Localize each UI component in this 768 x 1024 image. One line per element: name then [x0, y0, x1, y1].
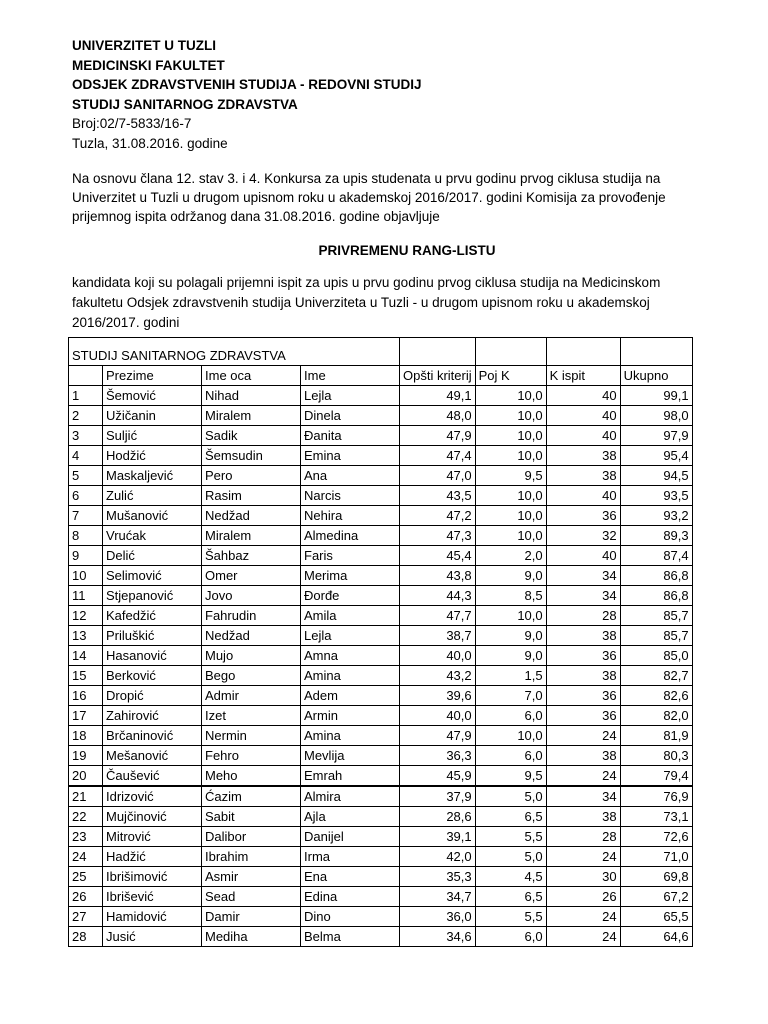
- document-date: Tuzla, 31.08.2016. godine: [72, 135, 228, 151]
- cell-prezime: Mitrović: [103, 827, 202, 847]
- ranking-table: [68, 337, 693, 947]
- table-row: [69, 586, 693, 606]
- cell-prezime: Čaušević: [103, 766, 202, 787]
- cell-rank: 16: [69, 686, 103, 706]
- table-caption: STUDIJ SANITARNOG ZDRAVSTVA: [69, 338, 400, 366]
- cell-opsti-kriterij: 42,0: [400, 847, 476, 867]
- cell-ukupno: 93,5: [620, 486, 692, 506]
- cell-rank: 7: [69, 506, 103, 526]
- cell-ukupno: 93,2: [620, 506, 692, 526]
- table-row: [69, 546, 693, 566]
- cell-ime: Armin: [301, 706, 400, 726]
- cell-ukupno: 72,6: [620, 827, 692, 847]
- cell-prezime: Hadžić: [103, 847, 202, 867]
- cell-prezime: Hodžić: [103, 446, 202, 466]
- cell-poj-k: 6,5: [475, 887, 546, 907]
- cell-ime-oca: Nedžad: [202, 626, 301, 646]
- cell-opsti-kriterij: 43,8: [400, 566, 476, 586]
- cell-poj-k: 6,0: [475, 706, 546, 726]
- cell-poj-k: 10,0: [475, 606, 546, 626]
- cell-poj-k: 5,5: [475, 907, 546, 927]
- cell-k-ispit: 26: [546, 887, 620, 907]
- cell-ime: Emina: [301, 446, 400, 466]
- cell-k-ispit: 34: [546, 566, 620, 586]
- cell-ime: Mevlija: [301, 746, 400, 766]
- cell-opsti-kriterij: 37,9: [400, 786, 476, 807]
- cell-rank: 15: [69, 666, 103, 686]
- col-header-k-ispit: K ispit: [546, 366, 620, 386]
- cell-prezime: Zulić: [103, 486, 202, 506]
- cell-ime-oca: Ćazim: [202, 786, 301, 807]
- cell-k-ispit: 32: [546, 526, 620, 546]
- cell-ime: Irma: [301, 847, 400, 867]
- cell-ime-oca: Omer: [202, 566, 301, 586]
- table-row: [69, 486, 693, 506]
- cell-poj-k: 9,0: [475, 626, 546, 646]
- cell-ukupno: 95,4: [620, 446, 692, 466]
- cell-ime: Dinela: [301, 406, 400, 426]
- cell-poj-k: 2,0: [475, 546, 546, 566]
- cell-poj-k: 5,5: [475, 827, 546, 847]
- cell-ime-oca: Fehro: [202, 746, 301, 766]
- table-row: [69, 887, 693, 907]
- cell-poj-k: 10,0: [475, 526, 546, 546]
- cell-opsti-kriterij: 45,9: [400, 766, 476, 787]
- table-row: [69, 927, 693, 947]
- intro-paragraph: Na osnovu člana 12. stav 3. i 4. Konkursa za upis studenata u prvu godinu prvog ciklusa studija na Univerzitet u Tuzli u drugom upisnom roku u akademskoj 2016/2017. godini Komisija za provođenje prijemnog ispita održanog dana 31.08.2016. godine objavljuje: [72, 171, 666, 224]
- cell-prezime: Selimović: [103, 566, 202, 586]
- study-program-name: STUDIJ SANITARNOG ZDRAVSTVA: [72, 96, 298, 112]
- cell-ime: Amna: [301, 646, 400, 666]
- cell-ime: Dino: [301, 907, 400, 927]
- cell-poj-k: 1,5: [475, 666, 546, 686]
- cell-k-ispit: 38: [546, 807, 620, 827]
- cell-prezime: Mušanović: [103, 506, 202, 526]
- cell-opsti-kriterij: 35,3: [400, 867, 476, 887]
- cell-ime-oca: Miralem: [202, 406, 301, 426]
- cell-ukupno: 99,1: [620, 386, 692, 406]
- cell-ime-oca: Šahbaz: [202, 546, 301, 566]
- cell-ime-oca: Damir: [202, 907, 301, 927]
- table-row: [69, 907, 693, 927]
- cell-rank: 20: [69, 766, 103, 787]
- cell-prezime: Delić: [103, 546, 202, 566]
- cell-prezime: Mešanović: [103, 746, 202, 766]
- cell-poj-k: 9,5: [475, 766, 546, 787]
- cell-ime: Ana: [301, 466, 400, 486]
- cell-k-ispit: 36: [546, 686, 620, 706]
- cell-ime: Ena: [301, 867, 400, 887]
- cell-ime: Faris: [301, 546, 400, 566]
- cell-poj-k: 10,0: [475, 426, 546, 446]
- cell-ime-oca: Meho: [202, 766, 301, 787]
- cell-ukupno: 71,0: [620, 847, 692, 867]
- cell-ukupno: 87,4: [620, 546, 692, 566]
- cell-k-ispit: 24: [546, 847, 620, 867]
- cell-ime: Edina: [301, 887, 400, 907]
- cell-poj-k: 6,5: [475, 807, 546, 827]
- cell-ukupno: 82,7: [620, 666, 692, 686]
- cell-ime: Lejla: [301, 386, 400, 406]
- cell-rank: 5: [69, 466, 103, 486]
- cell-prezime: Brčaninović: [103, 726, 202, 746]
- cell-ukupno: 64,6: [620, 927, 692, 947]
- cell-prezime: Kafedžić: [103, 606, 202, 626]
- cell-poj-k: 10,0: [475, 726, 546, 746]
- table-row: [69, 686, 693, 706]
- cell-opsti-kriterij: 43,5: [400, 486, 476, 506]
- table-row: [69, 867, 693, 887]
- table-row: [69, 466, 693, 486]
- cell-ukupno: 69,8: [620, 867, 692, 887]
- cell-rank: 13: [69, 626, 103, 646]
- cell-rank: 9: [69, 546, 103, 566]
- cell-rank: 1: [69, 386, 103, 406]
- cell-ime-oca: Dalibor: [202, 827, 301, 847]
- cell-k-ispit: 24: [546, 726, 620, 746]
- cell-rank: 4: [69, 446, 103, 466]
- cell-poj-k: 10,0: [475, 406, 546, 426]
- cell-ime: Merima: [301, 566, 400, 586]
- cell-ime-oca: Nedžad: [202, 506, 301, 526]
- cell-ukupno: 67,2: [620, 887, 692, 907]
- cell-ukupno: 80,3: [620, 746, 692, 766]
- cell-rank: 23: [69, 827, 103, 847]
- cell-ime: Đorđe: [301, 586, 400, 606]
- cell-k-ispit: 30: [546, 867, 620, 887]
- cell-ukupno: 79,4: [620, 766, 692, 787]
- table-row: [69, 807, 693, 827]
- cell-ukupno: 89,3: [620, 526, 692, 546]
- cell-poj-k: 5,0: [475, 847, 546, 867]
- cell-prezime: Užičanin: [103, 406, 202, 426]
- cell-k-ispit: 40: [546, 426, 620, 446]
- cell-prezime: Hasanović: [103, 646, 202, 666]
- cell-rank: 28: [69, 927, 103, 947]
- cell-opsti-kriterij: 34,7: [400, 887, 476, 907]
- cell-rank: 26: [69, 887, 103, 907]
- cell-prezime: Dropić: [103, 686, 202, 706]
- cell-rank: 19: [69, 746, 103, 766]
- cell-ime-oca: Jovo: [202, 586, 301, 606]
- cell-ime: Danijel: [301, 827, 400, 847]
- document-page: [72, 36, 692, 333]
- cell-poj-k: 10,0: [475, 446, 546, 466]
- cell-poj-k: 6,0: [475, 746, 546, 766]
- table-row: [69, 526, 693, 546]
- cell-prezime: Stjepanović: [103, 586, 202, 606]
- cell-ime: Amina: [301, 666, 400, 686]
- cell-rank: 14: [69, 646, 103, 666]
- table-header-row: [69, 366, 693, 386]
- cell-ime: Amila: [301, 606, 400, 626]
- cell-poj-k: 10,0: [475, 486, 546, 506]
- cell-poj-k: 7,0: [475, 686, 546, 706]
- col-header-ukupno: Ukupno: [620, 366, 692, 386]
- table-row: [69, 746, 693, 766]
- cell-rank: 17: [69, 706, 103, 726]
- cell-ukupno: 76,9: [620, 786, 692, 807]
- cell-ime-oca: Nermin: [202, 726, 301, 746]
- cell-ukupno: 73,1: [620, 807, 692, 827]
- cell-prezime: Idrizović: [103, 786, 202, 807]
- table-row: [69, 446, 693, 466]
- cell-ime: Đanita: [301, 426, 400, 446]
- cell-rank: 18: [69, 726, 103, 746]
- cell-opsti-kriterij: 47,7: [400, 606, 476, 626]
- cell-k-ispit: 38: [546, 446, 620, 466]
- cell-rank: 22: [69, 807, 103, 827]
- col-header-rank: [69, 366, 103, 386]
- cell-k-ispit: 34: [546, 586, 620, 606]
- cell-ukupno: 97,9: [620, 426, 692, 446]
- col-header-ime-oca: Ime oca: [202, 366, 301, 386]
- cell-ukupno: 85,0: [620, 646, 692, 666]
- cell-rank: 24: [69, 847, 103, 867]
- cell-ime-oca: Admir: [202, 686, 301, 706]
- cell-ime-oca: Šemsudin: [202, 446, 301, 466]
- cell-ime: Emrah: [301, 766, 400, 787]
- cell-k-ispit: 38: [546, 666, 620, 686]
- cell-k-ispit: 40: [546, 546, 620, 566]
- cell-ime-oca: Bego: [202, 666, 301, 686]
- cell-poj-k: 10,0: [475, 506, 546, 526]
- cell-ime-oca: Asmir: [202, 867, 301, 887]
- table-row: [69, 386, 693, 406]
- cell-k-ispit: 38: [546, 626, 620, 646]
- cell-ime: Belma: [301, 927, 400, 947]
- cell-ukupno: 85,7: [620, 606, 692, 626]
- cell-rank: 27: [69, 907, 103, 927]
- col-header-opsti-kriterij: Opšti kriterij: [400, 366, 476, 386]
- university-name: UNIVERZITET U TUZLI: [72, 38, 216, 53]
- cell-opsti-kriterij: 48,0: [400, 406, 476, 426]
- department-name: ODSJEK ZDRAVSTVENIH STUDIJA - REDOVNI STUDIJ: [72, 77, 422, 92]
- description-paragraph: kandidata koji su polagali prijemni ispit za upis u prvu godinu prvog ciklusa studija na Medicinskom fakultetu Odsjek zdravstvenih studija Univerziteta u Tuzli - u drugom upisnom roku u akademskoj 2016/2017. godini: [72, 275, 661, 330]
- document-title: PRIVREMENU RANG-LISTU: [318, 243, 496, 258]
- cell-k-ispit: 38: [546, 746, 620, 766]
- table-row: [69, 566, 693, 586]
- cell-rank: 21: [69, 786, 103, 807]
- cell-k-ispit: 36: [546, 706, 620, 726]
- cell-ukupno: 81,9: [620, 726, 692, 746]
- cell-k-ispit: 36: [546, 646, 620, 666]
- cell-rank: 2: [69, 406, 103, 426]
- cell-opsti-kriterij: 47,3: [400, 526, 476, 546]
- cell-opsti-kriterij: 45,4: [400, 546, 476, 566]
- table-row: [69, 726, 693, 746]
- cell-ime-oca: Rasim: [202, 486, 301, 506]
- table-row: [69, 666, 693, 686]
- cell-ime: Lejla: [301, 626, 400, 646]
- cell-prezime: Šemović: [103, 386, 202, 406]
- cell-opsti-kriterij: 49,1: [400, 386, 476, 406]
- cell-k-ispit: 24: [546, 766, 620, 787]
- cell-rank: 8: [69, 526, 103, 546]
- document-number: Broj:02/7-5833/16-7: [72, 116, 192, 131]
- cell-ukupno: 82,0: [620, 706, 692, 726]
- col-header-poj-k: Poj K: [475, 366, 546, 386]
- cell-rank: 25: [69, 867, 103, 887]
- cell-k-ispit: 40: [546, 386, 620, 406]
- cell-opsti-kriterij: 40,0: [400, 706, 476, 726]
- cell-prezime: Suljić: [103, 426, 202, 446]
- cell-ime: Narcis: [301, 486, 400, 506]
- cell-k-ispit: 40: [546, 406, 620, 426]
- cell-ime-oca: Izet: [202, 706, 301, 726]
- cell-prezime: Zahirović: [103, 706, 202, 726]
- cell-opsti-kriterij: 47,9: [400, 426, 476, 446]
- table-row: [69, 426, 693, 446]
- cell-opsti-kriterij: 47,0: [400, 466, 476, 486]
- cell-rank: 6: [69, 486, 103, 506]
- cell-opsti-kriterij: 47,4: [400, 446, 476, 466]
- cell-ime: Nehira: [301, 506, 400, 526]
- cell-prezime: Priluškić: [103, 626, 202, 646]
- cell-ime-oca: Miralem: [202, 526, 301, 546]
- cell-k-ispit: 28: [546, 827, 620, 847]
- cell-poj-k: 10,0: [475, 386, 546, 406]
- cell-k-ispit: 28: [546, 606, 620, 626]
- cell-ukupno: 86,8: [620, 566, 692, 586]
- cell-opsti-kriterij: 44,3: [400, 586, 476, 606]
- cell-ukupno: 65,5: [620, 907, 692, 927]
- cell-poj-k: 9,5: [475, 466, 546, 486]
- table-row: [69, 606, 693, 626]
- cell-ukupno: 85,7: [620, 626, 692, 646]
- cell-poj-k: 5,0: [475, 786, 546, 807]
- cell-opsti-kriterij: 47,9: [400, 726, 476, 746]
- cell-prezime: Berković: [103, 666, 202, 686]
- cell-opsti-kriterij: 47,2: [400, 506, 476, 526]
- cell-ime-oca: Mediha: [202, 927, 301, 947]
- cell-opsti-kriterij: 28,6: [400, 807, 476, 827]
- cell-opsti-kriterij: 40,0: [400, 646, 476, 666]
- cell-prezime: Ibrišimović: [103, 867, 202, 887]
- cell-ime: Almira: [301, 786, 400, 807]
- cell-opsti-kriterij: 36,3: [400, 746, 476, 766]
- cell-poj-k: 8,5: [475, 586, 546, 606]
- table-row: [69, 766, 693, 787]
- cell-k-ispit: 40: [546, 486, 620, 506]
- cell-ime-oca: Sead: [202, 887, 301, 907]
- faculty-name: MEDICINSKI FAKULTET: [72, 57, 225, 73]
- cell-ime-oca: Fahrudin: [202, 606, 301, 626]
- cell-ime: Adem: [301, 686, 400, 706]
- cell-opsti-kriterij: 38,7: [400, 626, 476, 646]
- cell-prezime: Mujčinović: [103, 807, 202, 827]
- table-row: [69, 626, 693, 646]
- cell-ukupno: 86,8: [620, 586, 692, 606]
- cell-ime: Ajla: [301, 807, 400, 827]
- cell-ime-oca: Sadik: [202, 426, 301, 446]
- cell-opsti-kriterij: 43,2: [400, 666, 476, 686]
- cell-prezime: Hamidović: [103, 907, 202, 927]
- table-row: [69, 406, 693, 426]
- cell-k-ispit: 24: [546, 907, 620, 927]
- cell-ukupno: 98,0: [620, 406, 692, 426]
- cell-opsti-kriterij: 36,0: [400, 907, 476, 927]
- cell-prezime: Jusić: [103, 927, 202, 947]
- col-header-ime: Ime: [301, 366, 400, 386]
- cell-ukupno: 94,5: [620, 466, 692, 486]
- cell-opsti-kriterij: 34,6: [400, 927, 476, 947]
- cell-rank: 12: [69, 606, 103, 626]
- cell-poj-k: 9,0: [475, 566, 546, 586]
- table-row: [69, 786, 693, 807]
- col-header-prezime: Prezime: [103, 366, 202, 386]
- cell-k-ispit: 24: [546, 927, 620, 947]
- cell-k-ispit: 38: [546, 466, 620, 486]
- cell-prezime: Maskaljević: [103, 466, 202, 486]
- table-caption-row: [69, 338, 693, 366]
- cell-poj-k: 9,0: [475, 646, 546, 666]
- cell-poj-k: 4,5: [475, 867, 546, 887]
- cell-ime-oca: Sabit: [202, 807, 301, 827]
- cell-k-ispit: 34: [546, 786, 620, 807]
- cell-ime-oca: Mujo: [202, 646, 301, 666]
- cell-ime-oca: Nihad: [202, 386, 301, 406]
- cell-k-ispit: 36: [546, 506, 620, 526]
- cell-prezime: Vrućak: [103, 526, 202, 546]
- cell-opsti-kriterij: 39,6: [400, 686, 476, 706]
- cell-rank: 10: [69, 566, 103, 586]
- cell-ime: Almedina: [301, 526, 400, 546]
- cell-rank: 11: [69, 586, 103, 606]
- cell-ime-oca: Pero: [202, 466, 301, 486]
- cell-prezime: Ibrišević: [103, 887, 202, 907]
- table-row: [69, 506, 693, 526]
- cell-ukupno: 82,6: [620, 686, 692, 706]
- table-row: [69, 847, 693, 867]
- cell-ime: Amina: [301, 726, 400, 746]
- cell-rank: 3: [69, 426, 103, 446]
- table-row: [69, 706, 693, 726]
- cell-opsti-kriterij: 39,1: [400, 827, 476, 847]
- cell-poj-k: 6,0: [475, 927, 546, 947]
- cell-ime-oca: Ibrahim: [202, 847, 301, 867]
- table-row: [69, 827, 693, 847]
- table-row: [69, 646, 693, 666]
